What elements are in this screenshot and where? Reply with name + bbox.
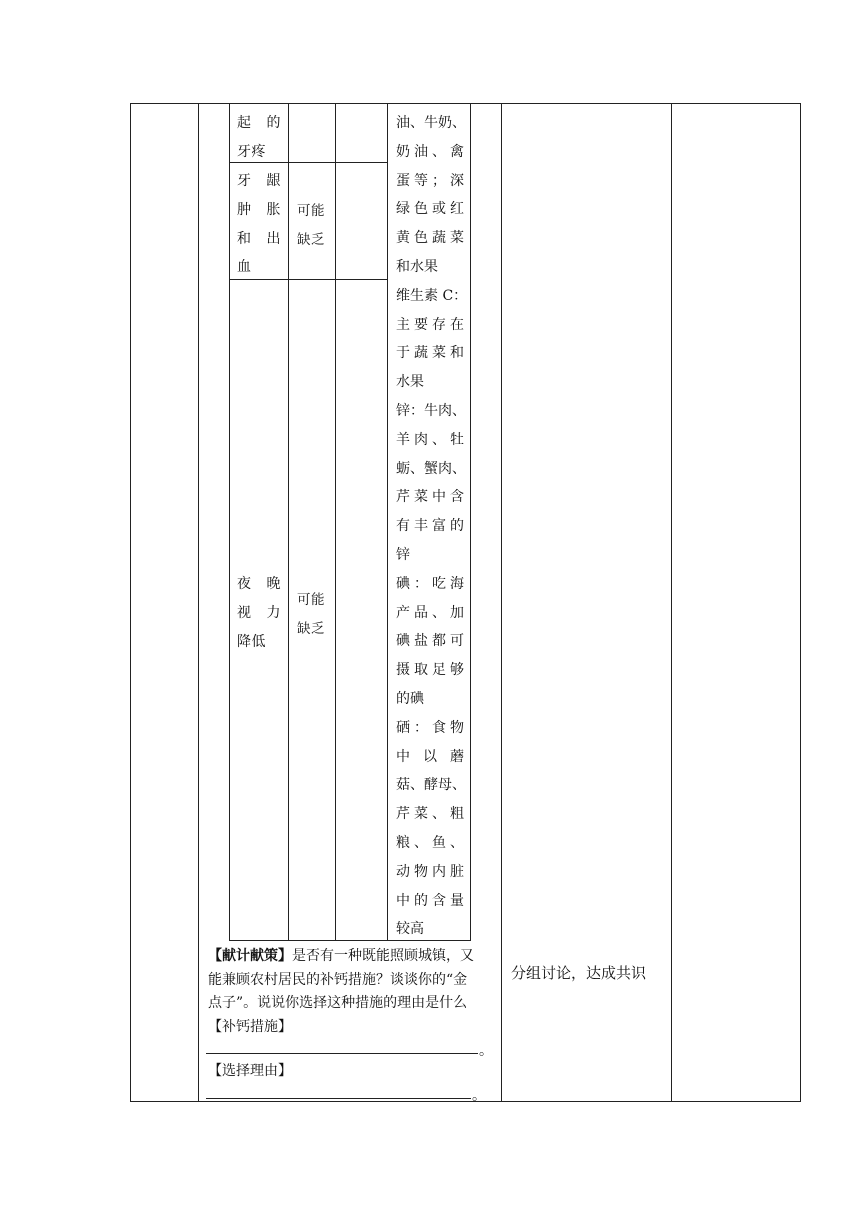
food-line: 较高 bbox=[396, 921, 424, 938]
food-line: 锌：牛肉、 bbox=[396, 402, 466, 419]
symptom-line: 肿 胀 bbox=[237, 201, 281, 218]
food-line: 黄色蔬菜 bbox=[396, 230, 464, 247]
food-line: 于蔬菜和 bbox=[396, 345, 464, 362]
status-line: 可能 bbox=[297, 592, 325, 608]
food-line: 蛋等；深 bbox=[396, 172, 464, 189]
food-line: 芹菜、粗 bbox=[396, 806, 464, 823]
food-line: 中的含量 bbox=[396, 892, 464, 909]
measure-answer-line[interactable] bbox=[206, 1053, 478, 1054]
food-line: 摄取足够 bbox=[396, 662, 464, 679]
outer-col-border-2 bbox=[198, 103, 199, 1102]
status-line: 缺乏 bbox=[297, 620, 325, 637]
inner-col-border-3 bbox=[335, 103, 336, 941]
food-line: 的碘 bbox=[396, 690, 424, 707]
status-cell bbox=[297, 197, 333, 255]
outer-table-top-border bbox=[130, 103, 801, 104]
answer-period: 。 bbox=[472, 1088, 486, 1104]
food-source-cell bbox=[396, 109, 468, 944]
symptom-line: 血 bbox=[237, 259, 252, 276]
food-line: 主要存在 bbox=[396, 316, 464, 333]
inner-col-border-1 bbox=[229, 103, 230, 941]
food-line: 绿色或红 bbox=[396, 201, 464, 218]
food-line: 水果 bbox=[396, 374, 424, 391]
symptom-line: 夜 晚 bbox=[237, 576, 281, 592]
symptom-line: 牙 龈 bbox=[237, 173, 281, 189]
food-line: 产品、加 bbox=[396, 604, 464, 621]
symptom-cell bbox=[237, 109, 281, 167]
food-line: 锌 bbox=[396, 546, 410, 563]
inner-col-border-2 bbox=[288, 103, 289, 941]
food-line: 羊肉、牡 bbox=[396, 431, 464, 448]
symptom-line: 视 力 bbox=[237, 604, 281, 621]
status-line: 缺乏 bbox=[297, 231, 325, 248]
food-line: 动物内脏 bbox=[396, 863, 464, 880]
food-line: 油、牛奶、 bbox=[396, 115, 466, 131]
task-line-1 bbox=[208, 945, 498, 969]
food-line: 维生素 C： bbox=[396, 287, 468, 304]
outer-col-border-3 bbox=[501, 103, 502, 1102]
status-cell bbox=[297, 586, 333, 644]
status-line: 可能 bbox=[297, 203, 325, 219]
task-title: 【献计献策】 bbox=[208, 948, 292, 964]
food-line: 粮、鱼、 bbox=[396, 834, 464, 851]
symptom-line: 和 出 bbox=[237, 230, 281, 247]
symptom-line: 降低 bbox=[237, 633, 266, 650]
task-line-3: 点子”。说说你选择这种措施的理由是什么 bbox=[208, 995, 468, 1011]
outer-table-bottom-border bbox=[130, 1101, 801, 1102]
food-line: 硒：食物 bbox=[396, 719, 464, 736]
measure-label: 【补钙措施】 bbox=[208, 1018, 292, 1035]
symptom-line: 牙疼 bbox=[237, 143, 266, 160]
food-line: 有丰富的 bbox=[396, 518, 464, 535]
food-line: 和水果 bbox=[396, 258, 438, 275]
food-line: 蛎、蟹肉、 bbox=[396, 460, 466, 477]
symptom-cell bbox=[237, 570, 281, 656]
reason-label: 【选择理由】 bbox=[208, 1063, 292, 1079]
task-text: 是否有一种既能照顾城镇，又 bbox=[292, 948, 474, 964]
food-line: 碘：吃海 bbox=[396, 575, 464, 592]
food-line: 碘盐都可 bbox=[396, 633, 464, 650]
food-line: 芹菜中含 bbox=[396, 489, 464, 506]
outer-col-border-1 bbox=[130, 103, 131, 1102]
food-line: 奶油、禽 bbox=[396, 143, 464, 160]
symptom-cell bbox=[237, 167, 281, 282]
outer-col-border-5 bbox=[800, 103, 801, 1102]
answer-period: 。 bbox=[479, 1043, 493, 1059]
task-line-2: 能兼顾农村居民的补钙措施？谈谈你的“金 bbox=[208, 971, 468, 988]
food-line: 中 以 蘑 bbox=[396, 748, 464, 765]
student-activity-text: 分组讨论，达成共识 bbox=[511, 964, 647, 982]
task-paragraph bbox=[208, 945, 498, 1039]
food-line: 菇、酵母、 bbox=[396, 777, 466, 794]
reason-answer-line[interactable] bbox=[206, 1098, 471, 1099]
inner-col-border-4 bbox=[387, 103, 388, 941]
symptom-line: 起 的 bbox=[237, 115, 281, 131]
outer-col-border-4 bbox=[671, 103, 672, 1102]
inner-col-border-5 bbox=[470, 103, 471, 941]
